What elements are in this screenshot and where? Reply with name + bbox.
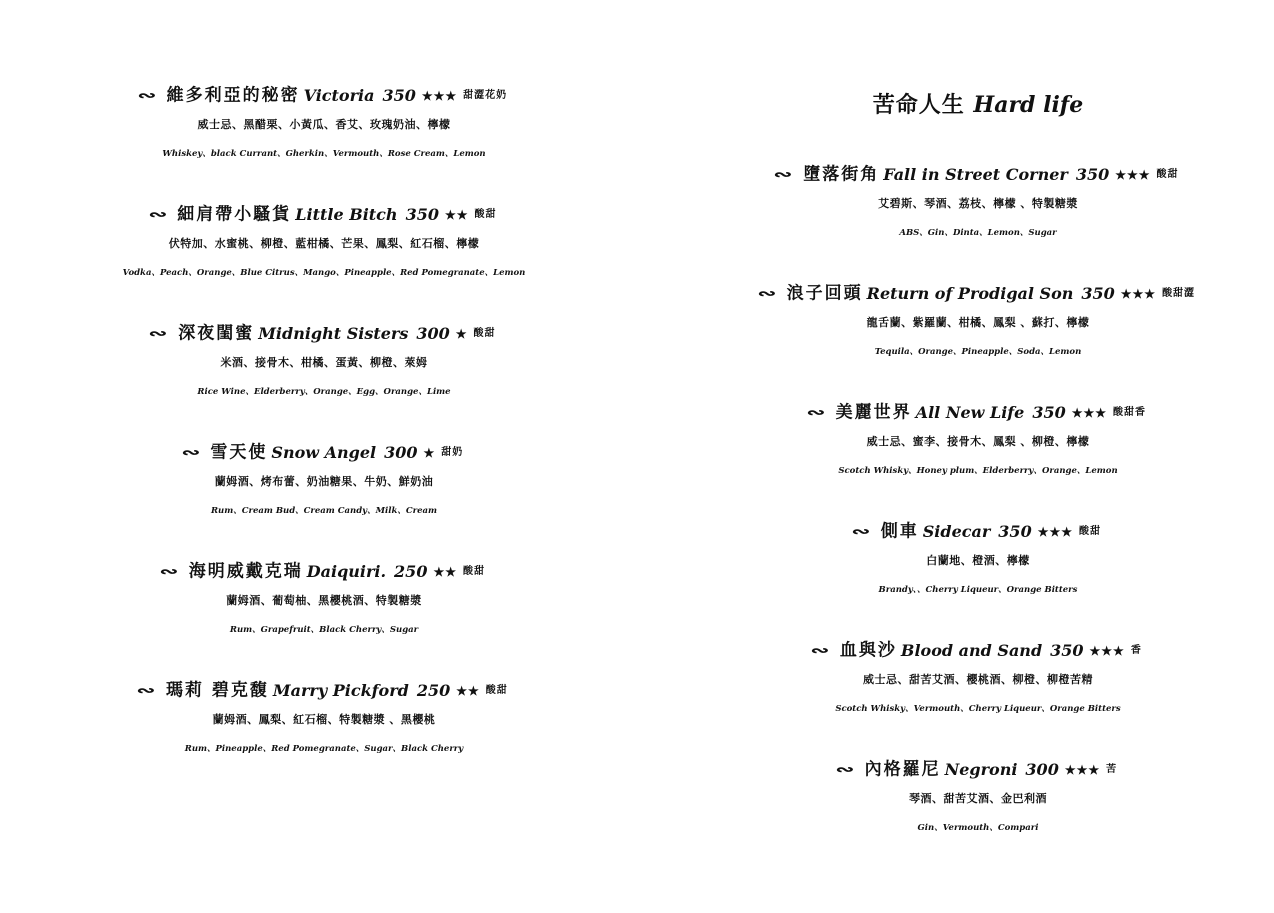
item-name-zh: 維多利亞的秘密 [166,85,300,106]
ingredients-zh: 蘭姆酒、烤布蕾、奶油糖果、牛奶、鮮奶油 [214,475,434,488]
ingredients-zh: 蘭姆酒、葡萄柚、黑櫻桃酒、特製糖漿 [226,594,422,607]
ingredients-zh: 蘭姆酒、鳳梨、紅石榴、特製糖漿 、黑櫻桃 [212,713,436,726]
item-heading [718,278,1238,308]
taste-note: 酸甜 [462,565,485,577]
item-name-zh: 內格羅尼 [864,759,941,780]
ingredients-zh: 龍舌蘭、紫羅蘭、柑橘、鳳梨 、蘇打、檸檬 [866,316,1090,329]
taste-note: 苦 [1106,763,1118,775]
item-name-zh: 側車 [880,521,919,542]
item-name-zh: 墮落街角 [803,164,880,185]
taste-note: 香 [1130,644,1142,656]
item-name-en: Negroni [944,759,1018,779]
swirl-bullet-icon: ∾ [137,87,157,104]
item-price: 350 [1075,164,1110,184]
item-name-en: Fall in Street Corner [883,164,1068,184]
taste-note: 酸甜澀 [1162,287,1196,299]
ingredients-en: Scotch Whisky、Honey plum、Elderberry、Orange、Lemon [838,466,1118,476]
strength-stars: ★★★ [1089,643,1125,658]
swirl-bullet-icon: ∾ [181,444,200,461]
item-name-en: Victoria [303,85,375,105]
taste-note: 酸甜香 [1113,406,1147,418]
section-title-zh: 苦命人生 [872,92,965,118]
menu-item [718,754,1238,843]
item-name-en: Daiquiri. [306,561,387,581]
ingredients-zh: 琴酒、甜苦艾酒、金巴利酒 [909,792,1047,805]
ingredients-en: Brandy、、Cherry Liqueur、Orange Bitters [878,585,1078,595]
ingredients-zh: 威士忌、甜苦艾酒、櫻桃酒、柳橙、柳橙苦精 [863,673,1093,686]
strength-stars: ★★★ [1120,286,1157,301]
item-price: 350 [998,521,1032,541]
strength-stars: ★★★ [1037,524,1073,539]
item-price: 250 [394,561,428,581]
item-heading [718,397,1238,427]
ingredients-zh: 威士忌、黑醋栗、小黃瓜、香艾、玫瑰奶油、檸檬 [197,118,451,131]
item-name-zh: 細肩帶小騷貨 [177,204,292,225]
strength-stars: ★★★ [1071,405,1108,420]
item-name-zh: 浪子回頭 [786,283,863,304]
menu-item [62,80,586,169]
ingredients-en: Scotch Whisky、Vermouth、Cherry Liqueur、Orange Bitters [835,704,1121,714]
ingredients-en: Rum、Grapefruit、Black Cherry、Sugar [229,625,419,635]
item-heading [62,318,586,348]
item-heading [62,199,586,229]
strength-stars: ★★★ [1064,762,1101,777]
menu-item [62,318,586,407]
swirl-bullet-icon: ∾ [757,285,777,302]
section-title [718,88,1238,119]
menu-item [718,635,1238,724]
menu-item [62,437,586,526]
swirl-bullet-icon: ∾ [806,404,826,421]
swirl-bullet-icon: ∾ [851,523,871,540]
menu-item [62,675,586,764]
ingredients-zh: 威士忌、蜜李、接骨木、鳳梨 、柳橙、檸檬 [866,435,1090,448]
taste-note: 酸甜 [485,684,508,696]
item-name-en: Marry Pickford [272,680,409,700]
swirl-bullet-icon: ∾ [148,325,168,342]
strength-stars: ★ [455,326,468,341]
ingredients-en: Vodka、Peach、Orange、Blue Citrus、Mango、Pineapple、Red Pomegranate、Lemon [122,268,526,278]
strength-stars: ★ [423,445,436,460]
item-name-en: Return of Prodigal Son [866,283,1074,303]
strength-stars: ★★ [444,207,469,222]
ingredients-zh: 伏特加、水蜜桃、柳橙、藍柑橘、芒果、鳳梨、紅石榴、檸檬 [168,237,480,250]
menu-item [62,556,586,645]
ingredients-en: Rum、Pineapple、Red Pomegranate、Sugar、Black Cherry [184,744,464,754]
strength-stars: ★★★ [1115,167,1151,182]
ingredients-en: Gin、Vermouth、Compari [917,823,1039,833]
taste-note: 酸甜 [1078,525,1101,537]
ingredients-zh: 米酒、接骨木、柑橘、蛋黃、柳橙、萊姆 [220,356,428,369]
strength-stars: ★★ [456,683,480,698]
item-price: 350 [1032,402,1066,422]
item-price: 350 [1081,283,1115,303]
item-heading [718,754,1238,784]
item-name-zh: 海明威戴克瑞 [188,561,303,582]
item-heading [718,516,1238,546]
item-heading [718,635,1238,665]
strength-stars: ★★ [433,564,457,579]
taste-note: 酸甜 [1156,168,1179,180]
ingredients-en: Rum、Cream Bud、Cream Candy、Milk、Cream [210,506,437,516]
item-name-en: Snow Angel [271,442,377,462]
swirl-bullet-icon: ∾ [810,642,830,659]
item-price: 300 [416,323,450,343]
menu-item [718,516,1238,605]
item-name-zh: 深夜閨蜜 [178,323,255,344]
item-name-en: Midnight Sisters [258,323,409,343]
swirl-bullet-icon: ∾ [136,682,156,699]
item-name-zh: 瑪莉 碧克馥 [165,680,269,701]
item-price: 250 [416,680,451,700]
ingredients-en: ABS、Gin、Dinta、Lemon、Sugar [899,228,1057,238]
ingredients-zh: 艾碧斯、琴酒、荔枝、檸檬 、特製糖漿 [878,197,1078,210]
item-name-en: All New Life [915,402,1025,422]
item-name-en: Little Bitch [295,204,398,224]
item-heading [62,437,586,467]
taste-note: 酸甜 [473,327,496,339]
item-name-en: Blood and Sand [900,640,1043,660]
menu-item [718,397,1238,486]
swirl-bullet-icon: ∾ [835,761,855,778]
item-heading [718,159,1238,189]
taste-note: 甜奶 [441,446,464,458]
item-price: 300 [384,442,418,462]
taste-note: 甜澀花奶 [463,89,508,101]
ingredients-en: Rice Wine、Elderberry、Orange、Egg、Orange、Lime [197,387,451,397]
item-name-zh: 血與沙 [839,640,897,661]
item-heading [62,80,586,110]
item-price: 350 [1050,640,1084,660]
item-price: 300 [1025,759,1059,779]
item-heading [62,675,586,705]
menu-item [718,159,1238,248]
swirl-bullet-icon: ∾ [147,206,167,223]
swirl-bullet-icon: ∾ [773,166,793,183]
item-price: 350 [382,85,416,105]
item-price: 350 [405,204,439,224]
menu-item [718,278,1238,367]
section-title-en: Hard life [973,92,1084,118]
ingredients-en: Tequila、Orange、Pineapple、Soda、Lemon [874,347,1082,357]
item-heading [62,556,586,586]
strength-stars: ★★★ [421,88,458,103]
item-name-zh: 雪天使 [210,442,268,463]
item-name-en: Sidecar [922,521,991,541]
item-name-zh: 美麗世界 [835,402,912,423]
ingredients-en: Whiskey、black Currant、Gherkin、Vermouth、Rose Cream、Lemon [162,149,486,159]
menu-item [62,199,586,288]
taste-note: 酸甜 [474,208,497,220]
ingredients-zh: 白蘭地、橙酒、檸檬 [926,554,1030,567]
swirl-bullet-icon: ∾ [159,563,179,580]
